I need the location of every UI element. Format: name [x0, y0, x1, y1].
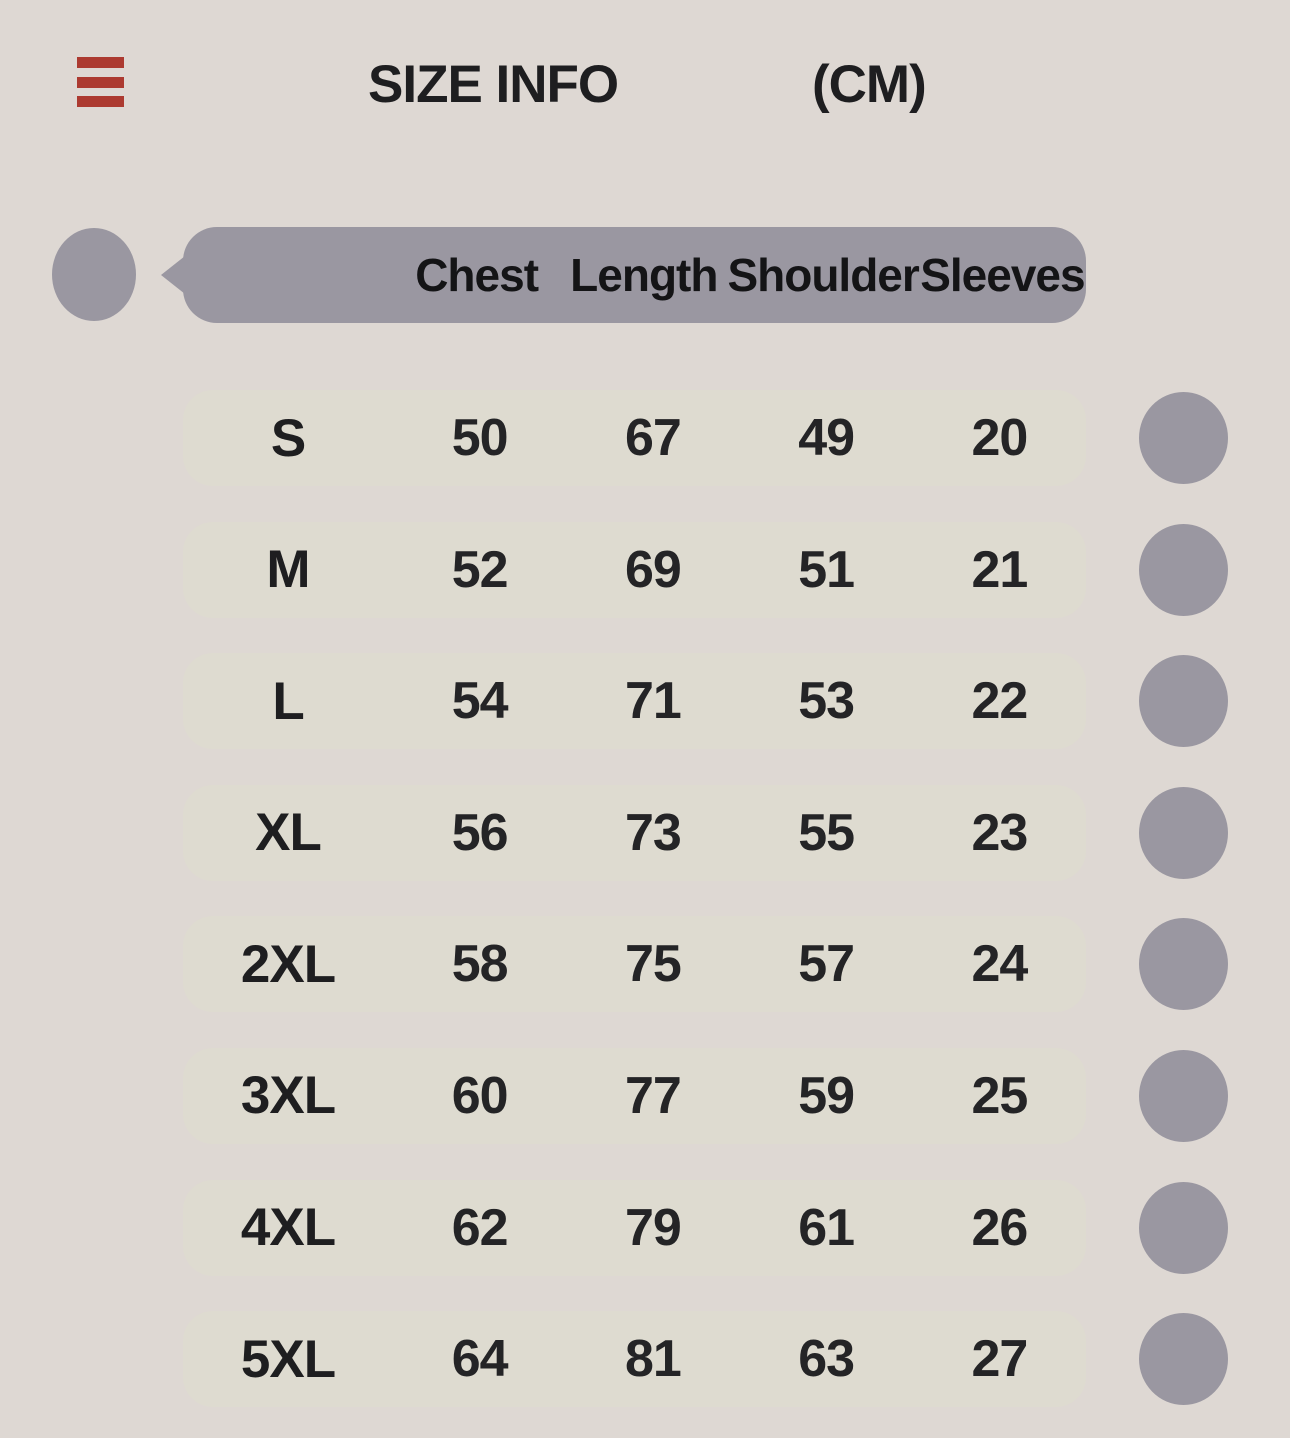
row-measurement-value: 52: [451, 540, 508, 599]
row-indicator-circles: [1139, 392, 1228, 1405]
unit-label: (CM): [812, 55, 926, 114]
row-size-label: 4XL: [240, 1198, 336, 1258]
row-measurement-value: 54: [451, 672, 508, 731]
row-measurement-value: 64: [451, 1330, 508, 1389]
row-measurement-value: 56: [451, 803, 508, 862]
row-measurement-value: 81: [624, 1330, 681, 1389]
table-row: [183, 1311, 1086, 1407]
row-measurement-value: 27: [971, 1330, 1028, 1389]
column-header-shoulder: Shoulder: [727, 249, 919, 301]
row-indicator-circle: [1139, 787, 1228, 879]
row-size-label: 5XL: [240, 1329, 336, 1389]
row-measurement-value: 62: [451, 1198, 508, 1257]
row-size-label: M: [266, 540, 310, 600]
row-measurement-value: 79: [624, 1198, 681, 1257]
row-indicator-circle: [1139, 1182, 1228, 1274]
column-header-sleeves: Sleeves: [920, 249, 1085, 301]
row-size-label: S: [270, 408, 306, 468]
row-measurement-value: 61: [798, 1198, 855, 1257]
hamburger-menu-icon[interactable]: [77, 57, 124, 107]
row-measurement-value: 73: [624, 803, 681, 862]
table-row: [183, 522, 1086, 618]
row-measurement-value: 23: [971, 803, 1028, 862]
row-measurement-value: 53: [798, 672, 855, 731]
row-size-label: L: [272, 671, 304, 731]
row-measurement-value: 57: [798, 935, 855, 994]
row-size-label: 2XL: [240, 934, 336, 994]
column-header-bubble: [183, 227, 1086, 323]
row-measurement-value: 55: [798, 803, 855, 862]
row-measurement-value: 75: [624, 935, 681, 994]
row-measurement-value: 63: [798, 1330, 855, 1389]
row-measurement-value: 77: [624, 1066, 681, 1125]
row-size-label: XL: [255, 803, 321, 863]
table-row: [183, 1180, 1086, 1276]
row-measurement-value: 71: [624, 672, 681, 731]
row-measurement-value: 24: [971, 935, 1028, 994]
row-measurement-value: 26: [971, 1198, 1028, 1257]
row-indicator-circle: [1139, 918, 1228, 1010]
row-measurement-value: 49: [798, 409, 855, 467]
row-measurement-value: 50: [451, 409, 508, 467]
row-measurement-value: 69: [624, 540, 681, 599]
row-measurement-value: 22: [971, 672, 1028, 731]
hamburger-bar: [77, 57, 124, 68]
table-row: [183, 785, 1086, 881]
row-indicator-circle: [1139, 524, 1228, 616]
avatar-circle: [52, 228, 136, 321]
table-row: [183, 1048, 1086, 1144]
table-row: [183, 390, 1086, 486]
row-measurement-value: 25: [971, 1066, 1028, 1125]
hamburger-bar: [77, 96, 124, 107]
table-row: [183, 653, 1086, 749]
row-measurement-value: 58: [451, 935, 508, 994]
column-header-chest: Chest: [415, 249, 539, 301]
row-indicator-circle: [1139, 1313, 1228, 1405]
row-indicator-circle: [1139, 392, 1228, 484]
speech-bubble-tail: [161, 256, 185, 294]
row-measurement-value: 51: [798, 540, 855, 599]
row-indicator-circle: [1139, 655, 1228, 747]
row-measurement-value: 67: [624, 409, 681, 467]
row-measurement-value: 59: [798, 1066, 855, 1125]
row-measurement-value: 21: [971, 540, 1028, 599]
column-header-length: Length: [570, 249, 718, 301]
row-measurement-value: 60: [451, 1066, 508, 1125]
table-row: [183, 916, 1086, 1012]
hamburger-bar: [77, 77, 124, 88]
page-title: SIZE INFO: [368, 55, 619, 114]
size-table: [183, 390, 1086, 1407]
row-measurement-value: 20: [971, 409, 1028, 467]
row-indicator-circle: [1139, 1050, 1228, 1142]
row-size-label: 3XL: [240, 1066, 336, 1126]
